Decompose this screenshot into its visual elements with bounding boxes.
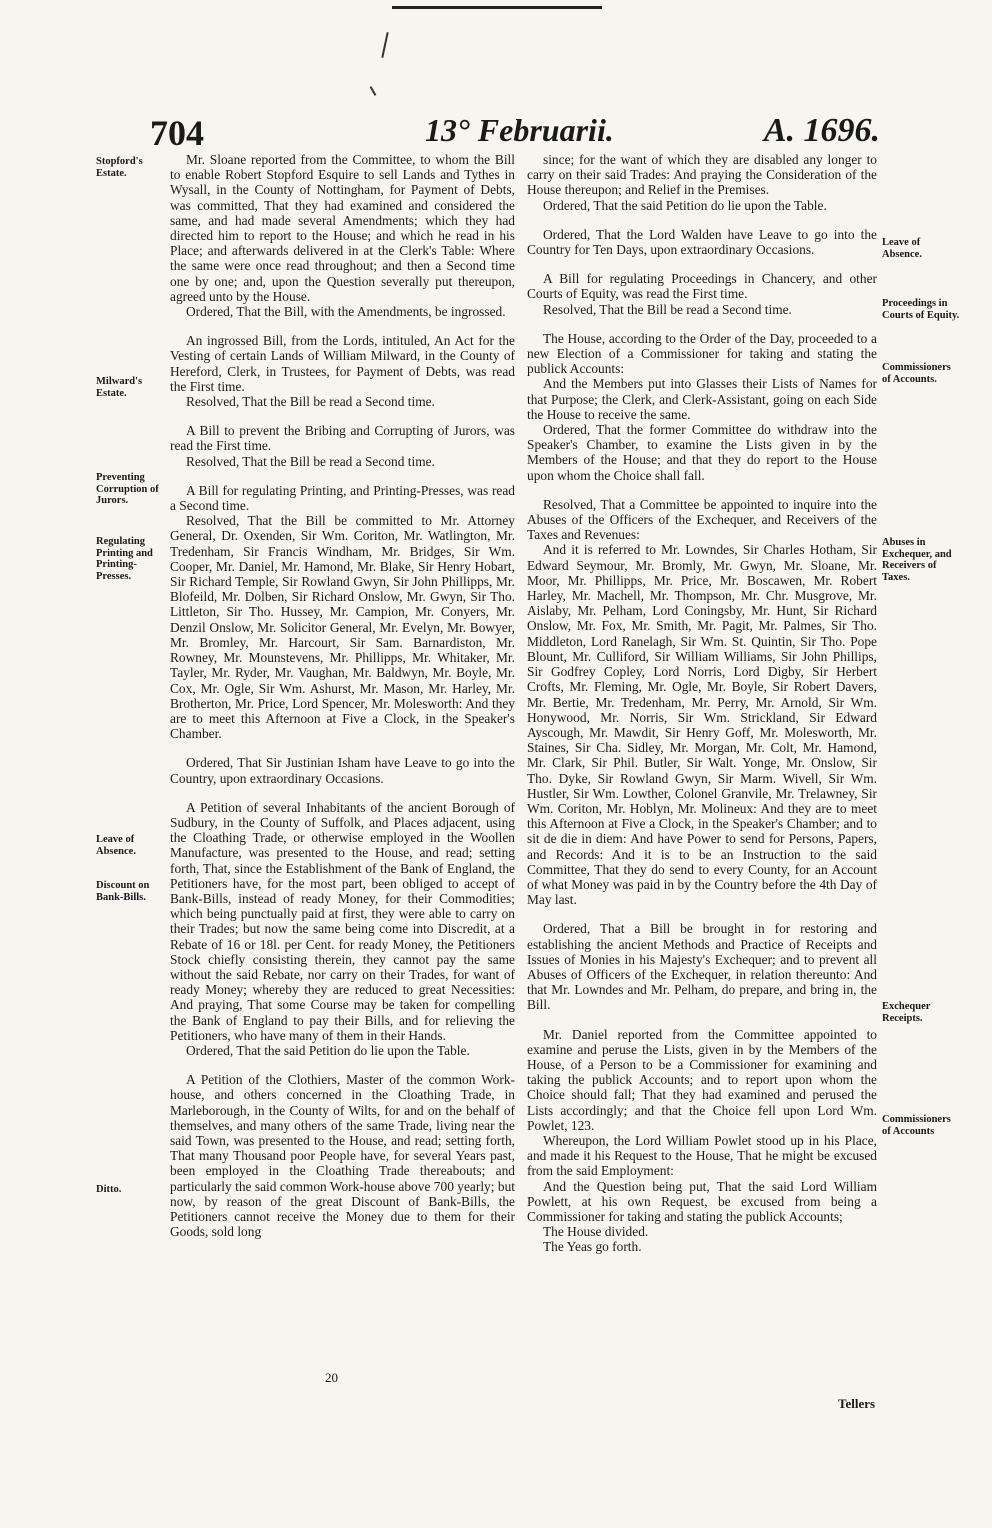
margin-note: Discount on Bank-Bills. (96, 880, 150, 903)
paragraph: And it is referred to Mr. Lowndes, Sir Charles Hotham, Sir Edward Seymour, Mr. Bromly, Mr. Gwyn, Mr. Sloane, Mr. Moor, Mr. Phillipps, Mr. Price, Mr. Boscawen, Mr. Robert Harley, Mr. Machell, Mr. Thompson, Mr. Chr. Musgrove, Mr. Aislaby, Mr. Pelham, Lord Coningsby, Mr. Hunt, Sir Richard Onslow, Mr. Fox, Mr. Smith, Mr. Pagit, Mr. Palmes, Sir Tho. Middleton, Lord Ranelagh, Sir Wm. St. Quintin, Sir Tho. Pope Blount, Mr. Culliford, Sir William Williams, Sir John Phillips, Sir Godfrey Copley, Lord Norris, Lord Digby, Sir Herbert Crofts, Mr. Fleming, Mr. Ogle, Mr. Boyle, Sir Robert Davers, Mr. Bertie, Mr. Tredenham, Mr. Perry, Mr. Arnold, Sir Wm. Honywood, Mr. Norris, Sir Wm. Strickland, Sir Edward Ayscough, Mr. Mawdit, Sir Henry Goff, Mr. Molesworth, Mr. Staines, Sir Cha. Sidley, Mr. Morgan, Mr. Colt, Mr. Hamond, Mr. Clark, Sir Phil. Butler, Sir Walt. Yonge, Mr. Onslow, Sir Tho. Dyke, Sir Rowland Gwyn, Sir Marm. Wivell, Sir Wm. Hustler, Sir Wm. Lowther, Colonel Granvile, Mr. Trelawney, Sir Wm. Coriton, Mr. Hoblyn, Mr. Molineux: And they are to meet this Afternoon at Five a Clock, in the Speaker's Chamber; and to sit de die in diem: And have Power to send for Persons, Papers, and Records: And it is to be an Instruction to the said Committee, That they do send to every County, for an Account of what Money was paid in by the Country before the 4th Day of May last. (527, 542, 877, 908)
paragraph: A Petition of several Inhabitants of the ancient Borough of Sudbury, in the County of Suffolk, and Places adjacent, using the Cloathing Trade, or otherwise employed in the Woollen Manufacture, was presented to the House, and read; setting forth, That, since the Establishment of the Bank of England, the Petitioners have, for the most part, been obliged to accept of Bank-Bills, instead of ready Money, for their Commodities; which being punctually paid at first, they were able to carry on their Trades; but now the same being come into Discredit, at a Rebate of 16 or 18l. per Cent. for ready Money, the Petitioners Stock chiefly consisting therein, they cannot pay the same without the said Rebate, nor carry on their Trades, for want of ready Money; whereby they are reduced to great Necessities: And praying, That some Course may be taken for compelling the Bank of England to pay their Bills, and for relieving the Petitioners, who have many of them in their Hands. (170, 799, 515, 1043)
margin-note: Leave of Absence. (882, 237, 922, 260)
paragraph: The Yeas go forth. (543, 1239, 642, 1255)
left-column (170, 152, 515, 1239)
paragraph: Ordered, That the Bill, with the Amendments, be ingrossed. (186, 304, 506, 320)
page-header (150, 112, 880, 154)
header-year: A. 1696. (763, 112, 880, 149)
paragraph: Ordered, That the Lord Walden have Leave to go into the Country for Ten Days, upon extraordinary Occasions. (527, 226, 877, 258)
page-number: 704 (150, 113, 204, 153)
ink-mark (381, 32, 388, 58)
paragraph: Ordered, That a Bill be brought in for restoring and establishing the ancient Methods and Practice of Receipts and Issues of Monies in his Majesty's Exchequer; and to prevent all Abuses of Officers of the Exchequer, in relation thereunto: And that Mr. Lowndes and Mr. Pelham, do prepare, and bring in, the Bill. (527, 921, 877, 1013)
margin-note: Commissioners of Accounts. (882, 362, 951, 385)
paragraph: A Bill for regulating Printing, and Printing-Presses, was read a Second time. (170, 482, 515, 514)
margin-note: Preventing Corruption of Jurors. (96, 472, 159, 506)
margin-note: Regulating Printing and Printing-Presses. (96, 536, 153, 582)
paragraph: since; for the want of which they are disabled any longer to carry on their said Trades: And praying the Consideration of the House thereupon; and Relief in the Premises. (527, 152, 877, 198)
paragraph: Ordered, That the said Petition do lie upon the Table. (186, 1042, 470, 1058)
paragraph: Ordered, That the former Committee do withdraw into the Speaker's Chamber, to examine the Lists given in by the Members of the House; and that they do report to the House upon whom the Choice shall fall. (527, 422, 877, 483)
paragraph: And the Question being put, That the said Lord William Powlett, at his own Request, be excused from being a Commissioner for taking and stating the publick Accounts; (527, 1178, 877, 1224)
top-rule (392, 6, 602, 9)
margin-note: Ditto. (96, 1184, 122, 1195)
paragraph: A Petition of the Clothiers, Master of the common Work-house, and others concerned in the Cloathing Trade, in Marleborough, in the County of Wilts, for and on the behalf of themselves, and many others of the same Trade, living near the said Town, was presented to the House, and read; setting forth, That many Thousand poor People have, for several Years past, been employed in the Cloathing Trade thereabouts; and particularly the said common Work-house above 700 yearly; but now, by reason of the great Discount of Bank-Bills, the Petitioners cannot receive the Money due to them for their Goods, sold long (170, 1072, 515, 1240)
catchword: Tellers (838, 1396, 876, 1411)
paragraph: A Bill to prevent the Bribing and Corrupting of Jurors, was read the First time. (170, 423, 515, 454)
paragraph: The House, according to the Order of the Day, proceeded to a new Election of a Commissioner for taking and stating the publick Accounts: (527, 330, 877, 377)
margin-note: Proceedings in Courts of Equity. (882, 298, 960, 321)
margin-note: Commissioners of Accounts (882, 1114, 951, 1137)
paragraph: Whereupon, the Lord William Powlet stood up in his Place, and made it his Request to the House, That he might be excused from the said Employment: (527, 1132, 877, 1179)
paragraph: Resolved, That the Bill be read a Second time. (186, 394, 435, 410)
margin-note: Leave of Absence. (96, 834, 136, 857)
paragraph: A Bill for regulating Proceedings in Chancery, and other Courts of Equity, was read the First time. (527, 271, 877, 302)
margin-note: Milward's Estate. (96, 376, 143, 399)
paragraph: Resolved, That the Bill be committed to Mr. Attorney General, Dr. Oxenden, Sir Wm. Coriton, Mr. Watlington, Mr. Tredenham, Sir Francis Windham, Mr. Bridges, Sir Wm. Cooper, Mr. Daniel, Mr. Hamond, Mr. Blake, Sir Henry Hobart, Sir Richard Temple, Sir Rowland Gwyn, Sir John Phillipps, Mr. Blofeild, Mr. Dolben, Sir Richard Onslow, Mr. Gwyn, Sir Tho. Littleton, Sir Tho. Hussey, Mr. Campion, Mr. Conyers, Mr. Denzil Onslow, Mr. Solicitor General, Mr. Evelyn, Mr. Bowyer, Mr. Bromley, Mr. Harcourt, Sir Sam. Barnardiston, Mr. Rowney, Mr. Mounstevens, Mr. Phillipps, Mr. Whitaker, Mr. Tayler, Mr. Ryder, Mr. Vaughan, Mr. Baldwyn, Mr. Boyle, Mr. Cox, Mr. Ogle, Sir Wm. Ashurst, Mr. Mason, Mr. Harley, Mr. Brotherton, Mr. Price, Lord Spencer, Mr. Molesworth: And they are to meet this Afternoon at Five a Clock, in the Speaker's Chamber. (170, 513, 515, 742)
ink-mark (370, 86, 377, 96)
paragraph: Resolved, That a Committee be appointed to inquire into the Abuses of the Officers of the Exchequer, and Receivers of the Taxes and Revenues: (527, 496, 877, 543)
paragraph: Mr. Sloane reported from the Committee, to whom the Bill to enable Robert Stopford Esquire to sell Lands and Tythes in Wysall, in the County of Nottingham, for Payment of Debts, was committed, That they had examined and considered the same, and had made several Amendments; which they had directed him to report to the House; and which he read in his Place; and afterwards delivered in at the Clerk's Table: Where the same were once read throughout; and then a Second time one by one; and, upon the Question severally put thereupon, agreed unto by the House. (170, 152, 515, 304)
paragraph: An ingrossed Bill, from the Lords, intituled, An Act for the Vesting of certain Lands of William Milward, in the County of Hereford, Clerk, in Trustees, for Payment of Debts, was read the First time. (170, 333, 515, 394)
paragraph: And the Members put into Glasses their Lists of Names for that Purpose; the Clerk, and Clerk-Assistant, going on each Side the House to receive the same. (527, 376, 877, 422)
paragraph: Ordered, That the said Petition do lie upon the Table. (543, 197, 827, 213)
paragraph: Mr. Daniel reported from the Committee appointed to examine and peruse the Lists, given in by the Members of the House, of a Person to be a Commissioner for examining and taking the publick Accounts; and to report upon whom the Choice should fall; That they had examined and perused the Lists accordingly; and that the Choice fell upon Lord Wm. Powlet, 123. (527, 1026, 877, 1133)
paragraph: The House divided. (543, 1224, 649, 1240)
signature-mark: 20 (325, 1370, 338, 1385)
paragraph: Resolved, That the Bill be read a Second time. (543, 301, 792, 317)
margin-note: Abuses in Exchequer, and Receivers of Taxes. (882, 537, 952, 583)
paragraph: Ordered, That Sir Justinian Isham have Leave to go into the Country, upon extraordinary Occasions. (170, 755, 515, 786)
margin-note: Stopford's Estate. (96, 156, 143, 179)
header-date: 13° Februarii. (425, 112, 614, 148)
right-column (527, 152, 877, 1255)
paragraph: Resolved, That the Bill be read a Second time. (186, 453, 435, 469)
margin-note: Exchequer Receipts. (882, 1001, 931, 1024)
